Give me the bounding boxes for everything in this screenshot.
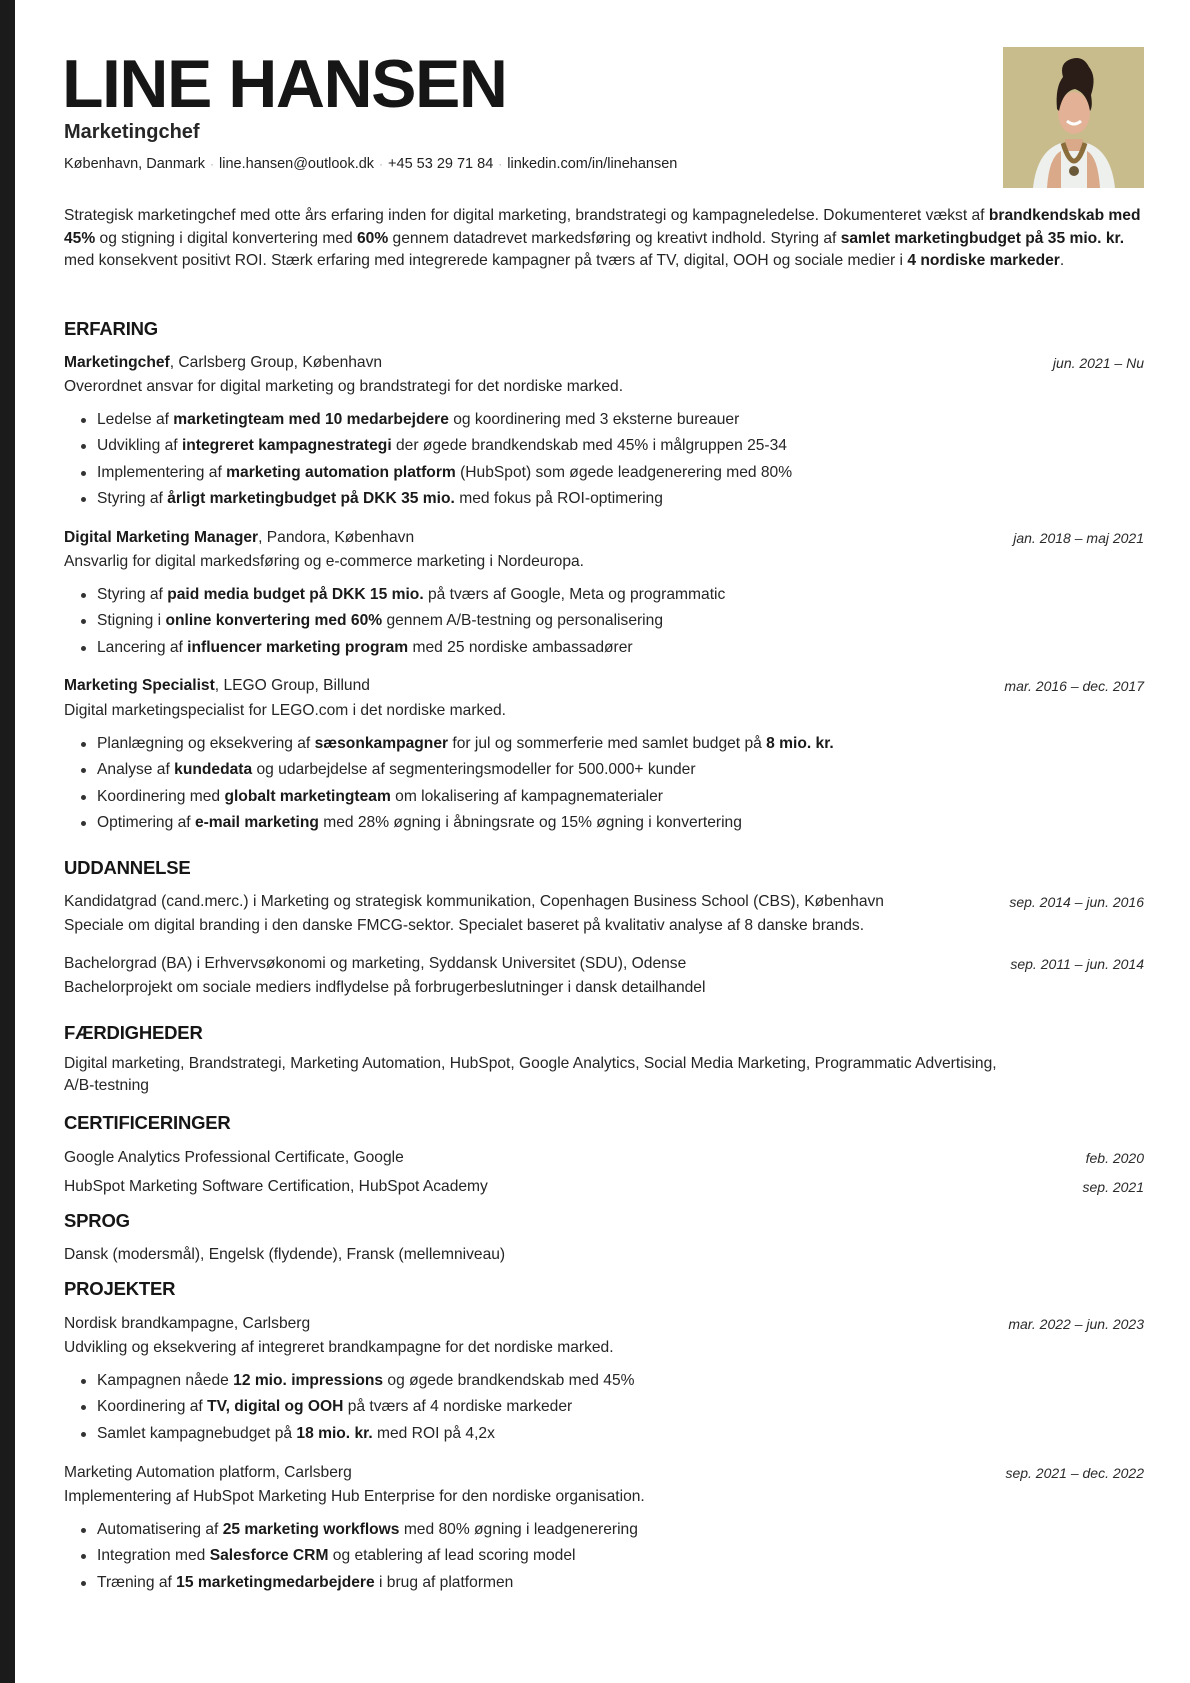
education-description: Bachelorprojekt om sociale mediers indflydelse på forbrugerbeslutninger i dansk detailhandel <box>64 979 706 996</box>
separator-dot-icon: · <box>379 157 384 171</box>
list-item: Koordinering med globalt marketingteam om lokalisering af kampagnematerialer <box>64 786 1144 812</box>
candidate-name: LINE HANSEN <box>62 46 507 122</box>
separator-dot-icon: · <box>210 157 215 171</box>
portrait-illustration-icon <box>1003 47 1144 188</box>
job-description: Overordnet ansvar for digital marketing og brandstrategi for det nordiske marked. <box>64 378 624 395</box>
section-heading-experience: ERFARING <box>64 318 158 339</box>
list-item: Ledelse af marketingteam med 10 medarbejdere og koordinering med 3 eksterne bureauer <box>64 409 1144 435</box>
certification-item: HubSpot Marketing Software Certification, HubSpot Academy sep. 2021 <box>64 1176 1144 1198</box>
job-bullets <box>64 584 1144 663</box>
project-date: mar. 2022 – jun. 2023 <box>1008 1316 1144 1332</box>
project-description: Udvikling og eksekvering af integreret brandkampagne for det nordiske marked. <box>64 1339 614 1356</box>
section-heading-education: UDDANNELSE <box>64 857 191 878</box>
list-item: Styring af årligt marketingbudget på DKK 35 mio. med fokus på ROI-optimering <box>64 488 1144 514</box>
job-header <box>64 352 1144 374</box>
job-role: Marketing Specialist <box>64 677 215 694</box>
job-header <box>64 675 1144 697</box>
job-date: jun. 2021 – Nu <box>1052 355 1144 371</box>
list-item: Træning af 15 marketingmedarbejdere i brug af platformen <box>64 1572 1144 1598</box>
list-item: Optimering af e-mail marketing med 28% øgning i åbningsrate og 15% øgning i konvertering <box>64 812 1144 838</box>
job-header <box>64 527 1144 549</box>
job-role: Digital Marketing Manager <box>64 529 259 546</box>
resume-header <box>64 0 1144 200</box>
project-bullets <box>64 1370 1144 1449</box>
education-degree: Bachelorgrad (BA) i Erhvervsøkonomi og marketing, Syddansk Universitet (SDU), Odense sep. 2011 – jun. 2014 <box>64 953 1144 975</box>
contact-phone[interactable]: +45 53 29 71 84 <box>388 156 494 172</box>
list-item: Implementering af marketing automation platform (HubSpot) som øgede leadgenerering med 80% <box>64 462 1144 488</box>
education-date: sep. 2014 – jun. 2016 <box>1009 894 1144 910</box>
separator-dot-icon: · <box>498 157 503 171</box>
project-header <box>64 1462 1144 1484</box>
job-date: mar. 2016 – dec. 2017 <box>1004 678 1144 694</box>
certification-date: feb. 2020 <box>1085 1150 1144 1166</box>
list-item: Lancering af influencer marketing program med 25 nordiske ambassadører <box>64 637 1144 663</box>
contact-email[interactable]: line.hansen@outlook.dk <box>219 156 375 172</box>
job-org: , Carlsberg Group, København <box>169 354 383 371</box>
project-header <box>64 1313 1144 1335</box>
contact-line <box>64 156 677 172</box>
list-item: Samlet kampagnebudget på 18 mio. kr. med ROI på 4,2x <box>64 1423 1144 1449</box>
certification-item: Google Analytics Professional Certificate, Google feb. 2020 <box>64 1147 1144 1169</box>
project-description: Implementering af HubSpot Marketing Hub Enterprise for den nordiske organisation. <box>64 1488 645 1505</box>
list-item: Automatisering af 25 marketing workflows med 80% øgning i leadgenerering <box>64 1519 1144 1545</box>
section-heading-skills: FÆRDIGHEDER <box>64 1022 203 1043</box>
job-bullets <box>64 733 1144 838</box>
list-item: Udvikling af integreret kampagnestrategi der øgede brandkendskab med 45% i målgruppen 25-34 <box>64 435 1144 461</box>
section-heading-certifications: CERTIFICERINGER <box>64 1112 231 1133</box>
job-date: jan. 2018 – maj 2021 <box>1013 530 1144 546</box>
project-date: sep. 2021 – dec. 2022 <box>1005 1465 1144 1481</box>
list-item: Kampagnen nåede 12 mio. impressions og øgede brandkendskab med 45% <box>64 1370 1144 1396</box>
skills-list: Digital marketing, Brandstrategi, Marketing Automation, HubSpot, Google Analytics, Social Media Marketing, Programmatic Advertising, <box>64 1055 997 1072</box>
profile-photo <box>1003 47 1144 188</box>
list-item: Styring af paid media budget på DKK 15 mio. på tværs af Google, Meta og programmatic <box>64 584 1144 610</box>
project-name: Nordisk brandkampagne, Carlsberg <box>64 1315 311 1332</box>
list-item: Planlægning og eksekvering af sæsonkampagner for jul og sommerferie med samlet budget på 8 mio. kr. <box>64 733 1144 759</box>
job-org: , LEGO Group, Billund <box>214 677 370 694</box>
languages-list: Dansk (modersmål), Engelsk (flydende), Fransk (mellemniveau) <box>64 1246 506 1263</box>
education-date: sep. 2011 – jun. 2014 <box>1010 956 1144 972</box>
profile-summary: Strategisk marketingchef med otte års erfaring inden for digital marketing, brandstrategi og kampagneledelse. Dokumenteret vækst af brandkendskab med 45% og stigning i digital konvertering med 60% gennem datadrevet markedsføring og kreativt indhold. Styring af samlet marketingbudget på 35 mio. kr. med konsekvent positivt ROI. Stærk erfaring med integrerede kampagner på tværs af TV, digital, OOH og sociale medier i 4 nordiske markeder. <box>64 207 1141 269</box>
project-name: Marketing Automation platform, Carlsberg <box>64 1464 352 1481</box>
job-description: Ansvarlig for digital markedsføring og e-commerce marketing i Nordeuropa. <box>64 553 584 570</box>
certification-date: sep. 2021 <box>1082 1179 1144 1195</box>
list-item: Stigning i online konvertering med 60% gennem A/B-testning og personalisering <box>64 610 1144 636</box>
left-edge-bar <box>0 0 15 1683</box>
contact-linkedin[interactable]: linkedin.com/in/linehansen <box>507 156 678 172</box>
contact-location: København, Danmark <box>64 156 206 172</box>
list-item: Integration med Salesforce CRM og etablering af lead scoring model <box>64 1545 1144 1571</box>
section-heading-languages: SPROG <box>64 1210 130 1231</box>
job-bullets <box>64 409 1144 514</box>
job-org: , Pandora, København <box>258 529 415 546</box>
job-role: Marketingchef <box>64 354 170 371</box>
resume-page <box>62 0 1144 1591</box>
education-description: Speciale om digital branding i den danske FMCG-sektor. Specialet baseret på kvalitativ analyse af 8 danske brands. <box>64 917 865 934</box>
candidate-title: Marketingchef <box>64 121 200 143</box>
list-item: Analyse af kundedata og udarbejdelse af segmenteringsmodeller for 500.000+ kunder <box>64 759 1144 785</box>
job-description: Digital marketingspecialist for LEGO.com i det nordiske marked. <box>64 702 506 719</box>
project-bullets <box>64 1519 1144 1598</box>
list-item: Koordinering af TV, digital og OOH på tværs af 4 nordiske markeder <box>64 1396 1144 1422</box>
education-degree: Kandidatgrad (cand.merc.) i Marketing og strategisk kommunikation, Copenhagen Business School (CBS), København sep. 2014 – jun. 2016 <box>64 891 1144 913</box>
skills-list-continued: A/B-testning <box>64 1077 149 1094</box>
section-heading-projects: PROJEKTER <box>64 1278 176 1299</box>
